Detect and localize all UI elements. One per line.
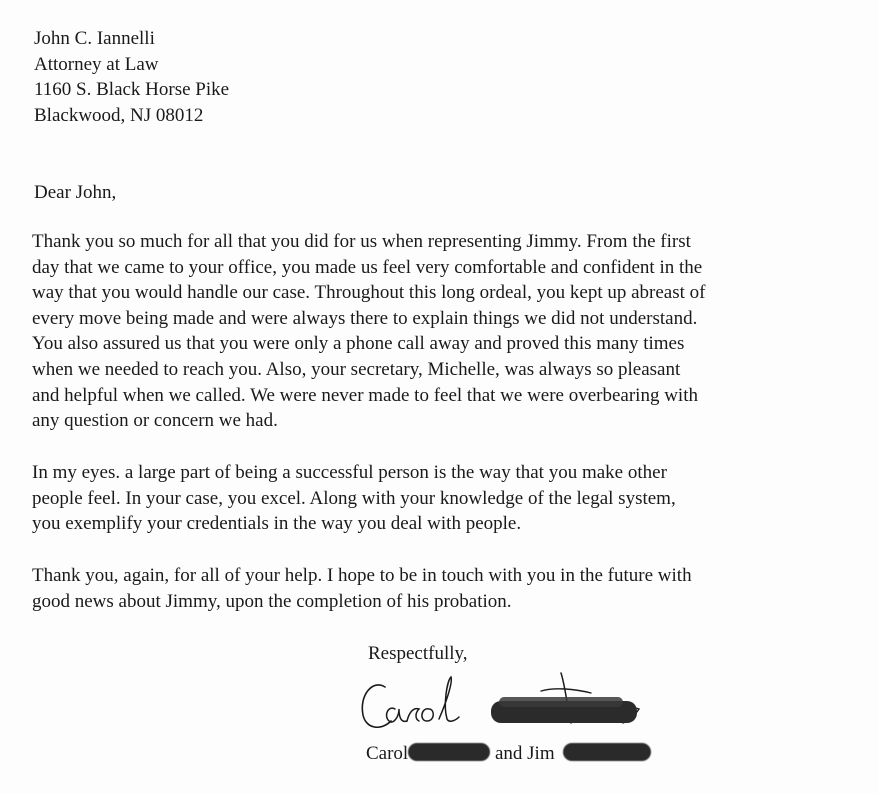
paragraph-line: Thank you so much for all that you did for us when representing Jimmy. From the first: [32, 231, 691, 252]
paragraph-line: way that you would handle our case. Throughout this long ordeal, you kept up abreast of: [32, 282, 706, 304]
recipient-address: [34, 26, 229, 128]
closing: Respectfully,: [368, 643, 468, 664]
signer-first-name: Carol: [366, 743, 409, 764]
paragraph-line: when we needed to reach you. Also, your secretary, Michelle, was always so pleasant: [32, 358, 681, 380]
redacted-surname-2: [563, 743, 651, 761]
paragraph-line: every move being made and were always there to explain things we did not understand.: [32, 307, 698, 329]
paragraph-line: any question or concern we had.: [32, 410, 278, 432]
recipient-street: 1160 S. Black Horse Pike: [34, 79, 230, 100]
paragraph-line: people feel. In your case, you excel. Along with your knowledge of the legal system,: [32, 487, 676, 509]
recipient-name: John C. Iannelli: [34, 28, 155, 49]
paragraph-line: day that we came to your office, you made us feel very comfortable and confident in the: [32, 256, 703, 278]
salutation: Dear John,: [34, 182, 117, 203]
paragraph-line: You also assured us that you were only a phone call away and proved this many times: [32, 333, 685, 355]
paragraph-line: and helpful when we called. We were never made to feel that we were overbearing with: [32, 384, 698, 406]
paragraph-line: Thank you, again, for all of your help. I hope to be in touch with you in the future with: [32, 565, 692, 586]
handwritten-signature: [355, 665, 655, 745]
paragraph-1: [32, 229, 844, 434]
paragraph-3: [32, 563, 844, 614]
paragraph-line: good news about Jimmy, upon the completion of his probation.: [32, 590, 512, 612]
paragraph-line: you exemplify your credentials in the way you deal with people.: [32, 513, 522, 535]
signer-names: [366, 741, 651, 766]
recipient-city: Blackwood, NJ 08012: [34, 104, 204, 126]
paragraph-2: [32, 460, 844, 537]
paragraph-line: In my eyes. a large part of being a successful person is the way that you make other: [32, 462, 667, 483]
signer-connector: and Jim: [494, 743, 555, 764]
recipient-title: Attorney at Law: [34, 53, 159, 75]
redacted-surname-1: [408, 743, 490, 761]
